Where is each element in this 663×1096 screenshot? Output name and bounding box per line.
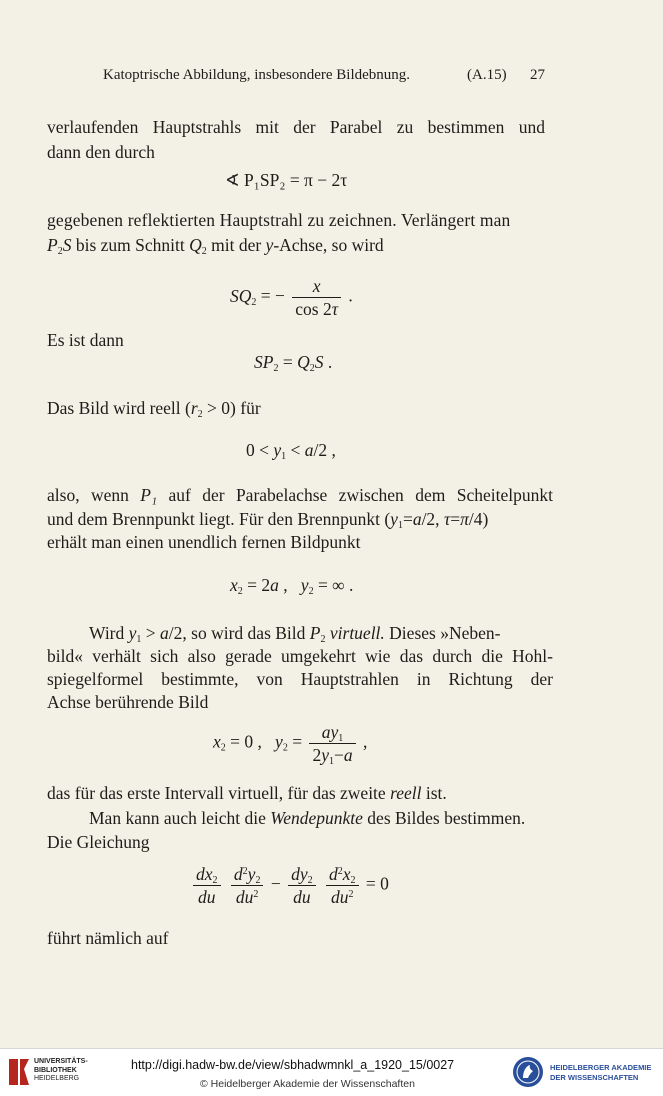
text-line: Wird $y_1 > a/2$, so wird das Bild $P_2$ virtuell. Dieses »Neben-: [89, 623, 501, 645]
text-line: verlaufenden Hauptstrahls mit der Parabel zu bestimmen und: [47, 117, 545, 137]
university-library-logo-icon: [7, 1057, 31, 1087]
text-line: gegebenen reflektierten Hauptstrahl zu zeichnen. Verlängert man: [47, 210, 511, 230]
text-line: $P_2S$ bis zum Schnitt $Q_2$ mit der y-Achse, so wird: [47, 235, 384, 257]
equation-sq2: $SQ_2$ = − $\frac{x}{\cos 2\tau}$ .: [230, 276, 353, 319]
text-line: führt nämlich auf: [47, 928, 169, 948]
viewer-footer: [0, 1048, 663, 1096]
copyright-notice: © Heidelberger Akademie der Wissenschaften: [200, 1078, 415, 1090]
equation-inflection: $\frac{dx_2}{du}$ $\frac{d^2y_2}{du^2}$ − $\frac{dy_2}{du}$ $\frac{d^2x_2}{du^2}$ = 0: [190, 864, 389, 907]
text-line: spiegelformel bestimmte, von Hauptstrahlen in Richtung der: [47, 669, 553, 689]
permalink-url[interactable]: http://digi.hadw-bw.de/view/sbhadwmnkl_a_1920_15/0027: [131, 1058, 455, 1072]
text-line: und dem Brennpunkt liegt. Für den Brennpunkt ($y_1=a/2$, τ=π/4): [47, 509, 489, 531]
running-title: Katoptrische Abbildung, insbesondere Bildebnung.: [103, 67, 411, 83]
text-line: Die Gleichung: [47, 832, 150, 852]
page-number: 27: [530, 67, 545, 83]
text-line: Das Bild wird reell $(r_2 > 0)$ für: [47, 398, 261, 420]
university-library-name: UNIVERSITÄTS- BIBLIOTHEK HEIDELBERG: [34, 1058, 88, 1082]
equation-infinity: $x_2 = 2a$ , $y_2$ = ∞ .: [230, 575, 354, 597]
text-line: das für das erste Intervall virtuell, für das zweite reell ist.: [47, 783, 447, 803]
text-line: bild« verhält sich also gerade umgekehrt wie das durch die Hohl-: [47, 646, 553, 666]
section-number: (A.15): [467, 67, 507, 83]
text-line: Man kann auch leicht die Wendepunkte des Bildes bestimmen.: [89, 808, 526, 828]
text-line: also, wenn P₁ auf der Parabelachse zwischen dem Scheitelpunkt: [47, 485, 553, 505]
text-line: Es ist dann: [47, 330, 124, 350]
text-line: Achse berührende Bild: [47, 692, 209, 712]
equation-sp2: $SP_2 = Q_2S$ .: [254, 352, 333, 374]
equation-angle: ∢ P₁SP₂ = π − 2τ: [225, 170, 348, 190]
academy-seal-icon: [512, 1056, 544, 1088]
equation-interval: $0 < y_1 < a/2$ ,: [246, 440, 336, 462]
text-line: dann den durch: [47, 142, 155, 162]
academy-name: HEIDELBERGER AKADEMIE DER WISSENSCHAFTEN: [550, 1063, 652, 1082]
text-line: erhält man einen unendlich fernen Bildpunkt: [47, 532, 361, 552]
equation-nebenbild: $x_2 = 0$ , $y_2$ = $\frac{ay_1}{2y_1-a}$ ,: [213, 722, 368, 767]
